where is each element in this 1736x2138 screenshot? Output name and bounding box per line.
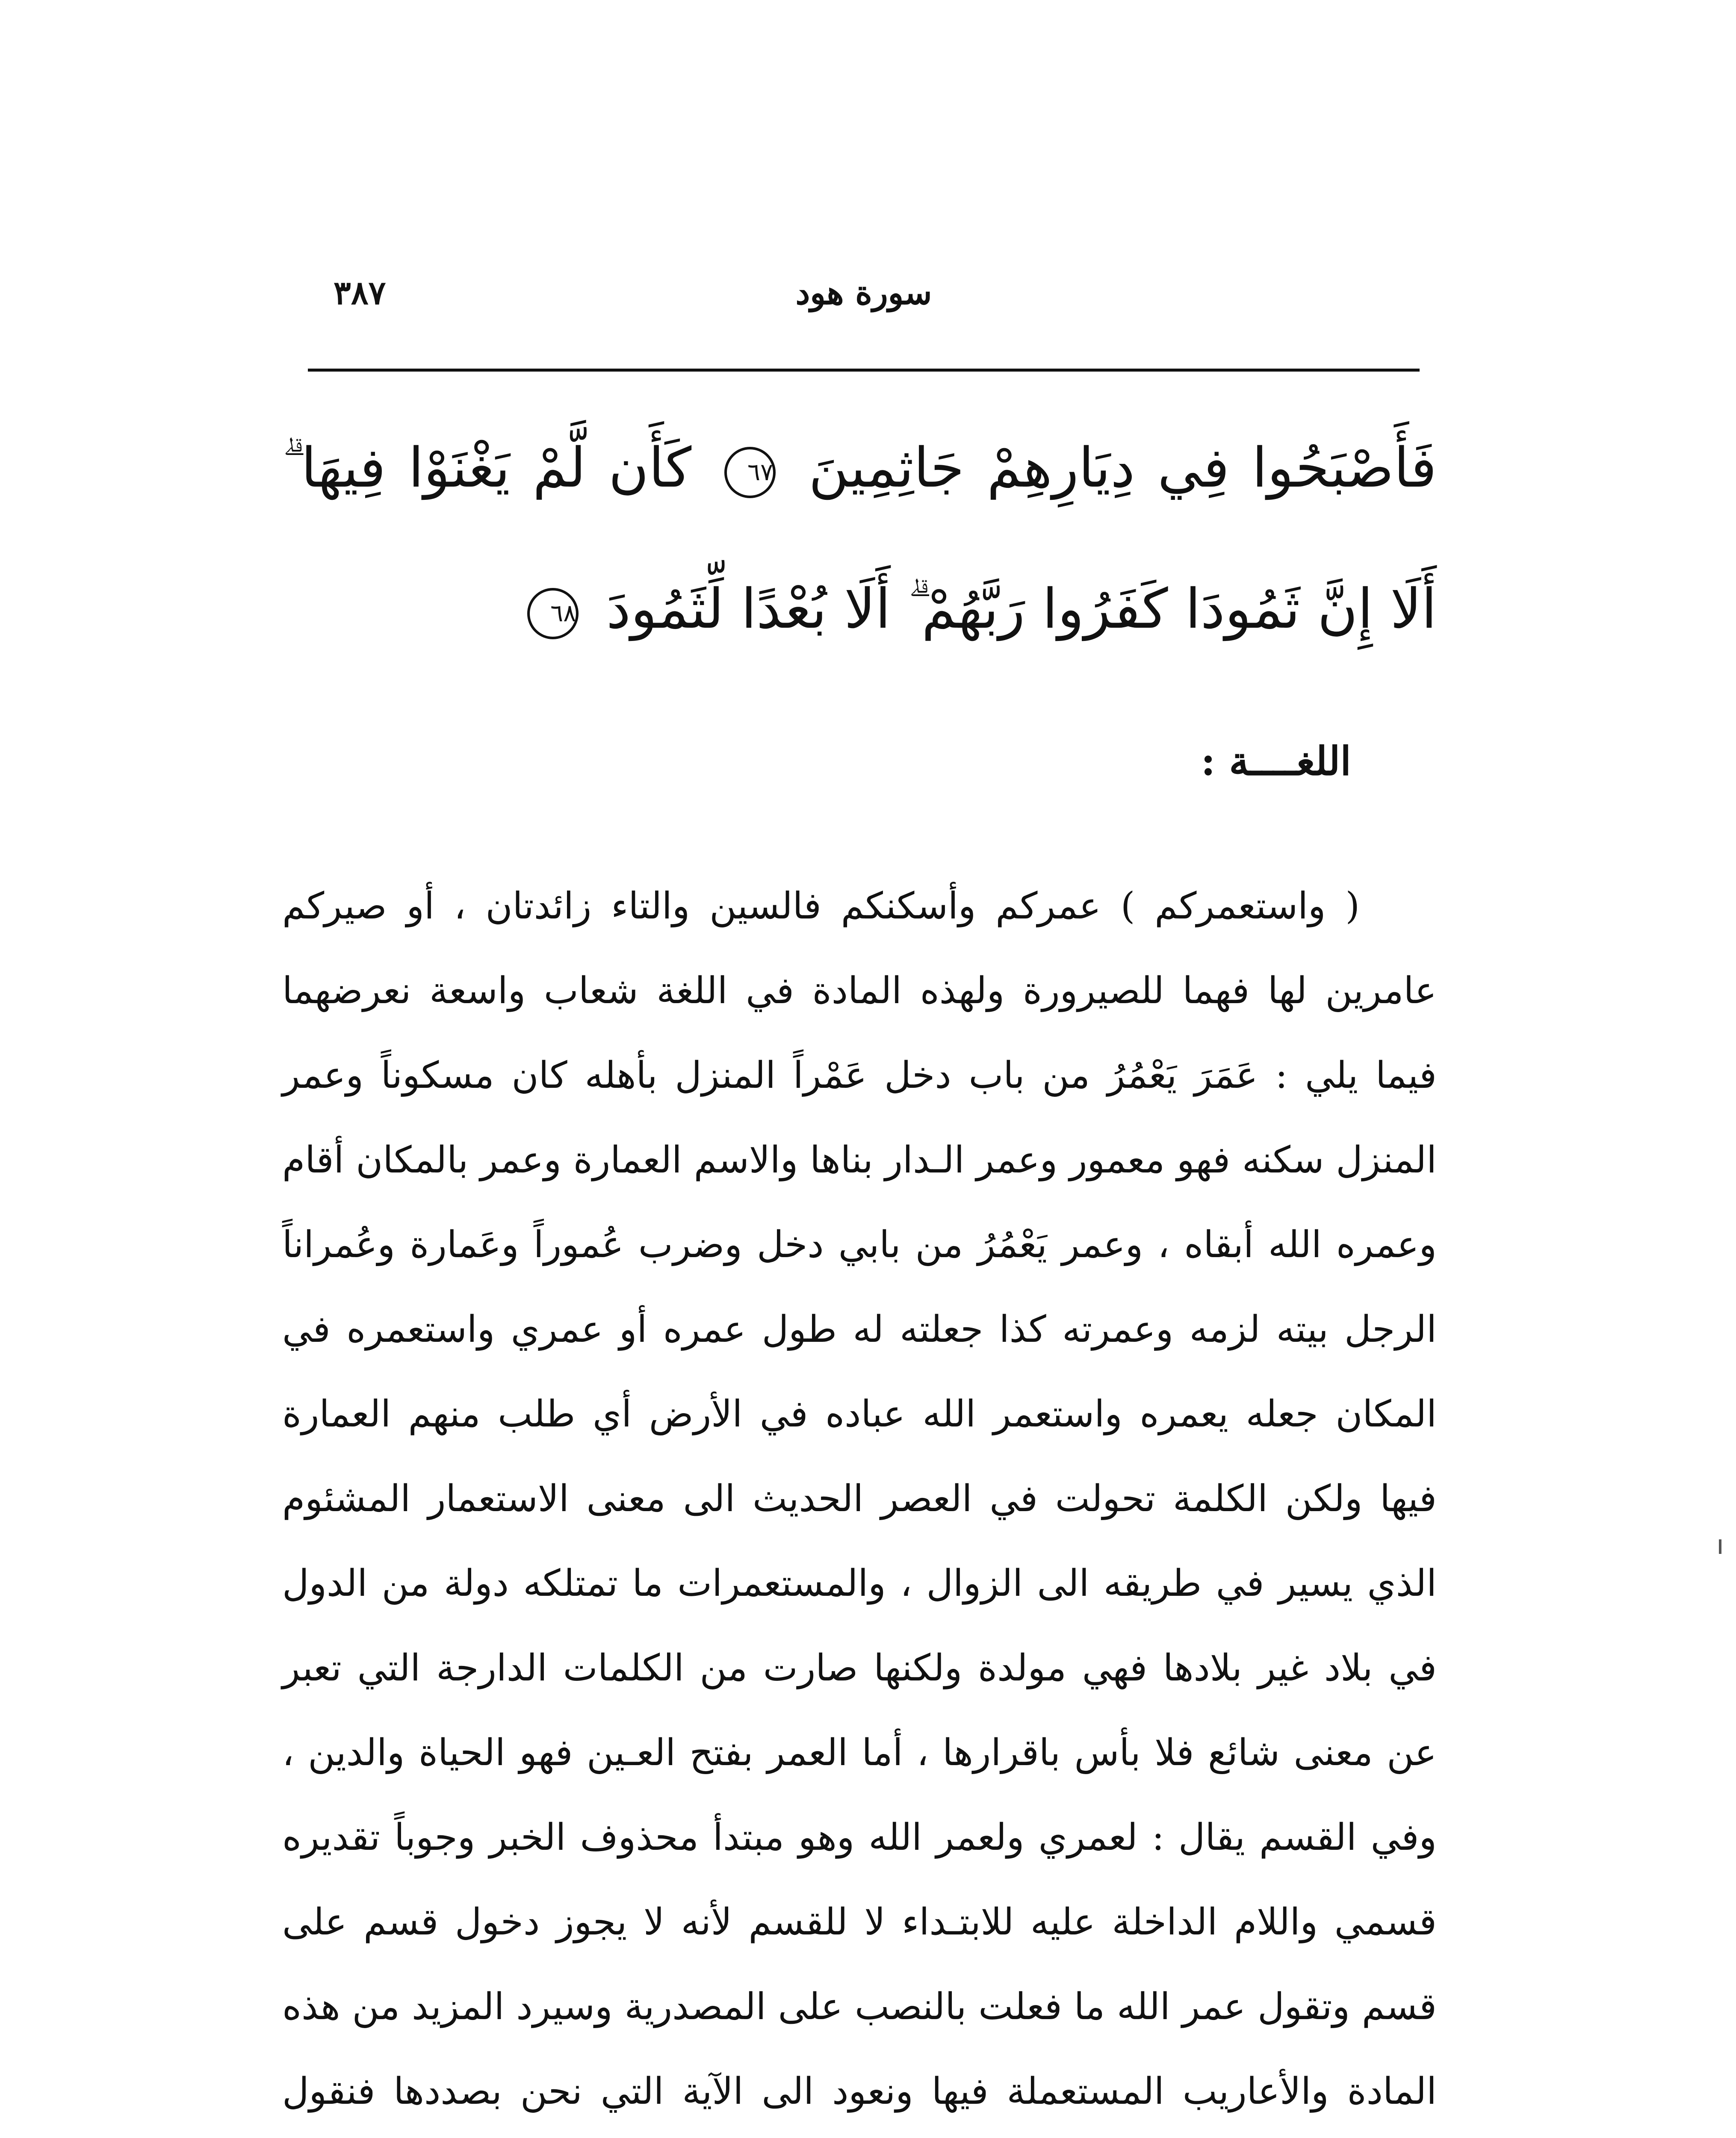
- scan-artifact: [1719, 1539, 1721, 1554]
- body-paragraph: ( واستعمركم ) عمركم وأسكنكم فالسين والتاء زائدتان ، أو صيركم عامرين لها فهما للصيرورة ولهذه المادة في اللغة شعاب واسعة نعرضهما فيما يلي : عَمَرَ يَعْمُرُ من باب دخل عَمْراً المنزل بأهله كان مسكوناً وعمر المنزل سكنه فهو معمور وعمر الـدار بناها والاسم العمارة وعمر بالمكان أقام وعمره الله أبقاه ، وعمر يَعْمُرُ من بابي دخل وضرب عُموراً وعَمارة وعُمراناً الرجل بيته لزمه وعمرته كذا جعلته له طول عمره أو عمري واستعمره في المكان جعله يعمره واستعمر الله عباده في الأرض أي طلب منهم العمارة فيها ولكن الكلمة تحولت في العصر الحديث الى معنى الاستعمار المشئوم الذي يسير في طريقه الى الزوال ، والمستعمرات ما تمتلكه دولة من الدول في بلاد غير بلادها فهي مولدة ولكنها صارت من الكلمات الدارجة التي تعبر عن معنى شائع فلا بأس باقرارها ، أما العمر بفتح العـين فهو الحياة والدين ، وفي القسم يقال : لعمري ولعمر الله وهو مبتدأ محذوف الخبر وجوباً تقديره قسمي واللام الداخلة عليه للابتـداء لا للقسم لأنه لا يجوز دخول قسم على قسم وتقول عمر الله ما فعلت بالنصب على المصدرية وسيرد المزيد من هذه المادة والأعاريب المستعملة فيها ونعود الى الآية التي نحن بصددها فنقول: [282, 885, 1437, 2113]
- verse-text: كَأَن لَّمْ يَغْنَوْا فِيهَا ۗ أَلَا إِنَّ ثَمُودَا كَفَرُوا رَبَّهُمْ ۗ أَلَا بُعْدًا لِّثَمُودَ: [282, 436, 1437, 641]
- page-header: [299, 274, 1428, 334]
- page-number: ٣٨٧: [334, 274, 386, 312]
- header-divider: [308, 369, 1420, 372]
- section-heading: اللغــــة :: [1201, 738, 1351, 784]
- quran-verses: [282, 398, 1437, 680]
- verse-text: فَأَصْبَحُوا فِي دِيَارِهِمْ جَاثِمِينَ: [809, 436, 1437, 500]
- verse-number-marker: ٦٧: [724, 447, 776, 498]
- surah-title: سورة هود: [795, 274, 932, 312]
- verse-number-marker: ٦٨: [527, 588, 579, 639]
